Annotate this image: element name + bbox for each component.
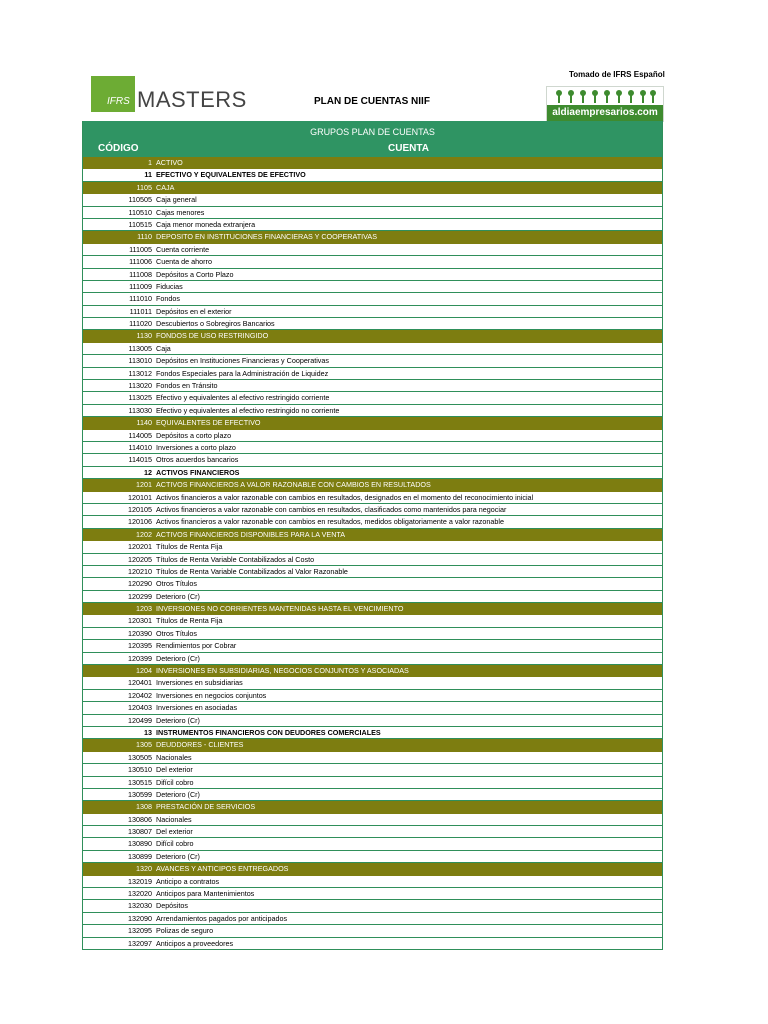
account-code: 132097 — [128, 938, 152, 948]
account-name: Arrendamientos pagados por anticipados — [156, 913, 288, 923]
table-row-group — [83, 182, 662, 194]
page-title: PLAN DE CUENTAS NIIF — [314, 96, 430, 107]
table-row — [83, 442, 662, 454]
table-row-group — [83, 529, 662, 541]
table-row — [83, 888, 662, 900]
table-row — [83, 876, 662, 888]
account-code: 113010 — [128, 356, 152, 366]
account-name: Efectivo y equivalentes al efectivo restringido no corriente — [156, 405, 340, 415]
account-name: PRESTACIÓN DE SERVICIOS — [156, 802, 256, 812]
table-row — [83, 777, 662, 789]
account-name: Depósitos en el exterior — [156, 306, 232, 316]
table-row — [83, 256, 662, 268]
account-code: 111008 — [129, 269, 152, 279]
account-name: Efectivo y equivalentes al efectivo restringido corriente — [156, 393, 330, 403]
account-code: 113025 — [128, 393, 152, 403]
account-code: 114015 — [128, 455, 152, 465]
account-code: 120390 — [128, 628, 152, 638]
account-code: 111011 — [129, 306, 152, 316]
column-header-account: CUENTA — [388, 143, 429, 154]
account-name: Títulos de Renta Fija — [156, 542, 223, 552]
table-row — [83, 628, 662, 640]
table-row — [83, 702, 662, 714]
account-name: Rendimientos por Cobrar — [156, 641, 237, 651]
account-name: Cajas menores — [156, 207, 205, 217]
account-code: 120105 — [128, 504, 152, 514]
account-code: 120106 — [128, 517, 152, 527]
account-name: Deterioro (Cr) — [156, 851, 200, 861]
table-row — [83, 380, 662, 392]
logo-brand-text: aldiaempresarios.com — [547, 105, 663, 121]
account-name: Fondos — [156, 294, 180, 304]
account-name: Polizas de seguro — [156, 926, 214, 936]
account-name: EQUIVALENTES DE EFECTIVO — [156, 418, 261, 428]
account-code: 120205 — [128, 554, 152, 564]
account-name: Activos financieros a valor razonable con cambios en resultados, medidos obligatoriamente a valor razonable — [156, 517, 504, 527]
table-row — [83, 727, 662, 739]
account-name: Fondos en Tránsito — [156, 381, 218, 391]
logo-square — [91, 76, 135, 112]
account-name: Otros acuerdos bancarios — [156, 455, 239, 465]
table-row — [83, 715, 662, 727]
account-code: 1110 — [137, 232, 152, 242]
account-name: Fondos Especiales para la Administración de Liquidez — [156, 368, 329, 378]
table-row — [83, 677, 662, 689]
account-name: Descubiertos o Sobregiros Bancarios — [156, 319, 275, 329]
account-code: 111006 — [129, 257, 152, 267]
account-name: Inversiones en negocios conjuntos — [156, 690, 267, 700]
account-code: 1320 — [136, 864, 152, 874]
account-code: 130505 — [128, 752, 152, 762]
table-row-group — [83, 801, 662, 813]
table-row-group — [83, 231, 662, 243]
account-code: 110505 — [128, 195, 152, 205]
table-row — [83, 405, 662, 417]
account-name: Títulos de Renta Variable Contabilizados al Valor Razonable — [156, 566, 348, 576]
account-code: 120201 — [128, 542, 152, 552]
account-name: ACTIVOS FINANCIEROS — [156, 467, 240, 477]
table-row — [83, 653, 662, 665]
account-name: Depósitos a Corto Plazo — [156, 269, 234, 279]
table-row — [83, 938, 662, 950]
account-code: 120299 — [128, 591, 152, 601]
table-row — [83, 541, 662, 553]
account-name: Activos financieros a valor razonable con cambios en resultados, clasificados como mantenidos para negociar — [156, 504, 507, 514]
account-name: CAJA — [156, 182, 175, 192]
account-name: Otros Títulos — [156, 579, 198, 589]
account-code: 120399 — [128, 653, 152, 663]
table-row — [83, 504, 662, 516]
table-row — [83, 454, 662, 466]
account-code: 113020 — [128, 381, 152, 391]
account-name: ACTIVOS FINANCIEROS DISPONIBLES PARA LA VENTA — [156, 529, 346, 539]
account-name: Títulos de Renta Fija — [156, 616, 223, 626]
account-code: 132030 — [128, 901, 152, 911]
account-name: Cuenta de ahorro — [156, 257, 212, 267]
table-row — [83, 566, 662, 578]
column-header-code: CÓDIGO — [98, 143, 139, 154]
account-code: 111009 — [129, 281, 152, 291]
table-row-group — [83, 479, 662, 491]
people-trees-icon — [551, 89, 659, 103]
table-row — [83, 343, 662, 355]
table-row-group — [83, 417, 662, 429]
account-name: Del exterior — [156, 827, 193, 837]
account-code: 111010 — [129, 294, 152, 304]
account-name: Títulos de Renta Variable Contabilizados al Costo — [156, 554, 315, 564]
table-row — [83, 318, 662, 330]
account-code: 130515 — [128, 777, 152, 787]
account-code: 132090 — [128, 913, 152, 923]
account-name: Difícil cobro — [156, 777, 194, 787]
account-code: 110515 — [128, 219, 152, 229]
column-headers — [83, 141, 662, 157]
table-row — [83, 838, 662, 850]
table-row — [83, 207, 662, 219]
account-name: AVANCES Y ANTICIPOS ENTREGADOS — [156, 864, 289, 874]
account-code: 120402 — [128, 690, 152, 700]
account-name: DEPOSITO EN INSTITUCIONES FINANCIERAS Y COOPERATIVAS — [156, 232, 377, 242]
account-name: INVERSIONES EN SUBSIDIARIAS, NEGOCIOS CONJUNTOS Y ASOCIADAS — [156, 666, 409, 676]
table-row — [83, 913, 662, 925]
account-code: 1 — [148, 158, 152, 167]
table-row-group — [83, 330, 662, 342]
table-row-group — [83, 665, 662, 677]
account-name: Caja — [156, 343, 171, 353]
account-name: Deterioro (Cr) — [156, 591, 200, 601]
table-row-group — [83, 157, 662, 169]
account-code: 120499 — [128, 715, 152, 725]
account-code: 120401 — [128, 678, 152, 688]
account-code: 110510 — [128, 207, 152, 217]
table-row — [83, 169, 662, 181]
table-row — [83, 244, 662, 256]
table-row — [83, 900, 662, 912]
account-code: 120101 — [128, 492, 152, 502]
table-row — [83, 281, 662, 293]
account-name: Del exterior — [156, 765, 193, 775]
table-row — [83, 467, 662, 479]
account-name: Deterioro (Cr) — [156, 715, 200, 725]
table-row-group — [83, 739, 662, 751]
account-name: Anticipo a contratos — [156, 876, 220, 886]
table-row — [83, 826, 662, 838]
account-name: Cuenta corriente — [156, 244, 210, 254]
account-name: Inversiones en asociadas — [156, 703, 238, 713]
table-row — [83, 851, 662, 863]
account-code: 1202 — [136, 529, 152, 539]
table-row — [83, 578, 662, 590]
table-row — [83, 368, 662, 380]
account-code: 1130 — [136, 331, 152, 341]
account-name: INVERSIONES NO CORRIENTES MANTENIDAS HASTA EL VENCIMIENTO — [156, 604, 404, 614]
account-code: 120290 — [128, 579, 152, 589]
account-code: 120395 — [128, 641, 152, 651]
account-name: Anticipos para Mantenimientos — [156, 889, 255, 899]
table-row — [83, 554, 662, 566]
accounts-table — [82, 121, 663, 950]
table-row — [83, 690, 662, 702]
account-code: 120301 — [128, 616, 152, 626]
account-name: INSTRUMENTOS FINANCIEROS CON DEUDORES COMERCIALES — [156, 727, 381, 737]
account-code: 11 — [144, 170, 152, 180]
account-code: 130806 — [128, 814, 152, 824]
logo-mark-text: IFRS — [107, 96, 130, 107]
account-name: Nacionales — [156, 752, 192, 762]
account-name: Inversiones en subsidiarias — [156, 678, 243, 688]
account-name: Difícil cobro — [156, 839, 194, 849]
table-row — [83, 516, 662, 528]
account-name: DEUDDORES - CLIENTES — [156, 740, 244, 750]
account-name: EFECTIVO Y EQUIVALENTES DE EFECTIVO — [156, 170, 306, 180]
table-row-group — [83, 863, 662, 875]
table-row — [83, 194, 662, 206]
account-code: 120403 — [128, 703, 152, 713]
table-row — [83, 269, 662, 281]
ifrs-masters-logo — [91, 76, 247, 112]
table-row — [83, 764, 662, 776]
source-note: Tomado de IFRS Español — [569, 70, 665, 79]
table-row — [83, 492, 662, 504]
account-name: Fiducias — [156, 281, 183, 291]
account-code: 1204 — [136, 666, 152, 676]
account-name: ACTIVOS FINANCIEROS A VALOR RAZONABLE CON CAMBIOS EN RESULTADOS — [156, 480, 431, 490]
account-code: 130899 — [128, 851, 152, 861]
account-name: Deterioro (Cr) — [156, 653, 200, 663]
account-name: Otros Títulos — [156, 628, 198, 638]
account-name: Depósitos a corto plazo — [156, 430, 232, 440]
account-name: Deterioro (Cr) — [156, 789, 200, 799]
account-code: 130807 — [128, 827, 152, 837]
table-row — [83, 430, 662, 442]
table-row — [83, 591, 662, 603]
account-code: 1105 — [136, 182, 152, 192]
account-code: 1305 — [136, 740, 152, 750]
account-code: 12 — [144, 467, 152, 477]
account-code: 1140 — [136, 418, 152, 428]
account-code: 1203 — [136, 604, 152, 614]
account-code: 1308 — [136, 802, 152, 812]
table-row-group — [83, 603, 662, 615]
account-name: Activos financieros a valor razonable con cambios en resultados, designados en el momento del reconocimiento inicial — [156, 492, 534, 502]
account-code: 130890 — [128, 839, 152, 849]
account-code: 111005 — [129, 244, 152, 254]
account-code: 132020 — [128, 889, 152, 899]
account-code: 111020 — [129, 319, 152, 329]
account-name: Depósitos — [156, 901, 188, 911]
account-code: 113012 — [128, 368, 152, 378]
table-row — [83, 293, 662, 305]
logo-wordmark: MASTERS — [137, 87, 247, 112]
account-code: 113030 — [128, 405, 152, 415]
account-code: 1201 — [136, 480, 152, 490]
account-code: 114010 — [128, 442, 152, 452]
account-name: Depósitos en Instituciones Financieras y Cooperativas — [156, 356, 329, 366]
table-row — [83, 615, 662, 627]
account-code: 120210 — [128, 566, 152, 576]
account-name: FONDOS DE USO RESTRINGIDO — [156, 331, 269, 341]
table-row — [83, 925, 662, 937]
account-code: 130510 — [128, 765, 152, 775]
table-row — [83, 355, 662, 367]
account-code: 130599 — [128, 789, 152, 799]
table-row — [83, 814, 662, 826]
table-caption: GRUPOS PLAN DE CUENTAS — [310, 127, 435, 137]
aldiaempresarios-logo — [546, 86, 664, 122]
account-name: Inversiones a corto plazo — [156, 442, 236, 452]
table-row — [83, 392, 662, 404]
table-header — [83, 121, 662, 157]
table-row — [83, 640, 662, 652]
account-code: 132019 — [128, 876, 152, 886]
account-code: 113005 — [128, 343, 152, 353]
account-name: Caja menor moneda extranjera — [156, 219, 256, 229]
account-name: Anticipos a proveedores — [156, 938, 234, 948]
account-name: Nacionales — [156, 814, 192, 824]
account-name: Caja general — [156, 195, 197, 205]
account-code: 114005 — [128, 430, 152, 440]
table-row — [83, 752, 662, 764]
account-code: 13 — [144, 727, 152, 737]
table-row — [83, 219, 662, 231]
table-row — [83, 306, 662, 318]
table-row — [83, 789, 662, 801]
account-name: ACTIVO — [156, 158, 183, 167]
account-code: 132095 — [128, 926, 152, 936]
table-body — [83, 157, 662, 950]
